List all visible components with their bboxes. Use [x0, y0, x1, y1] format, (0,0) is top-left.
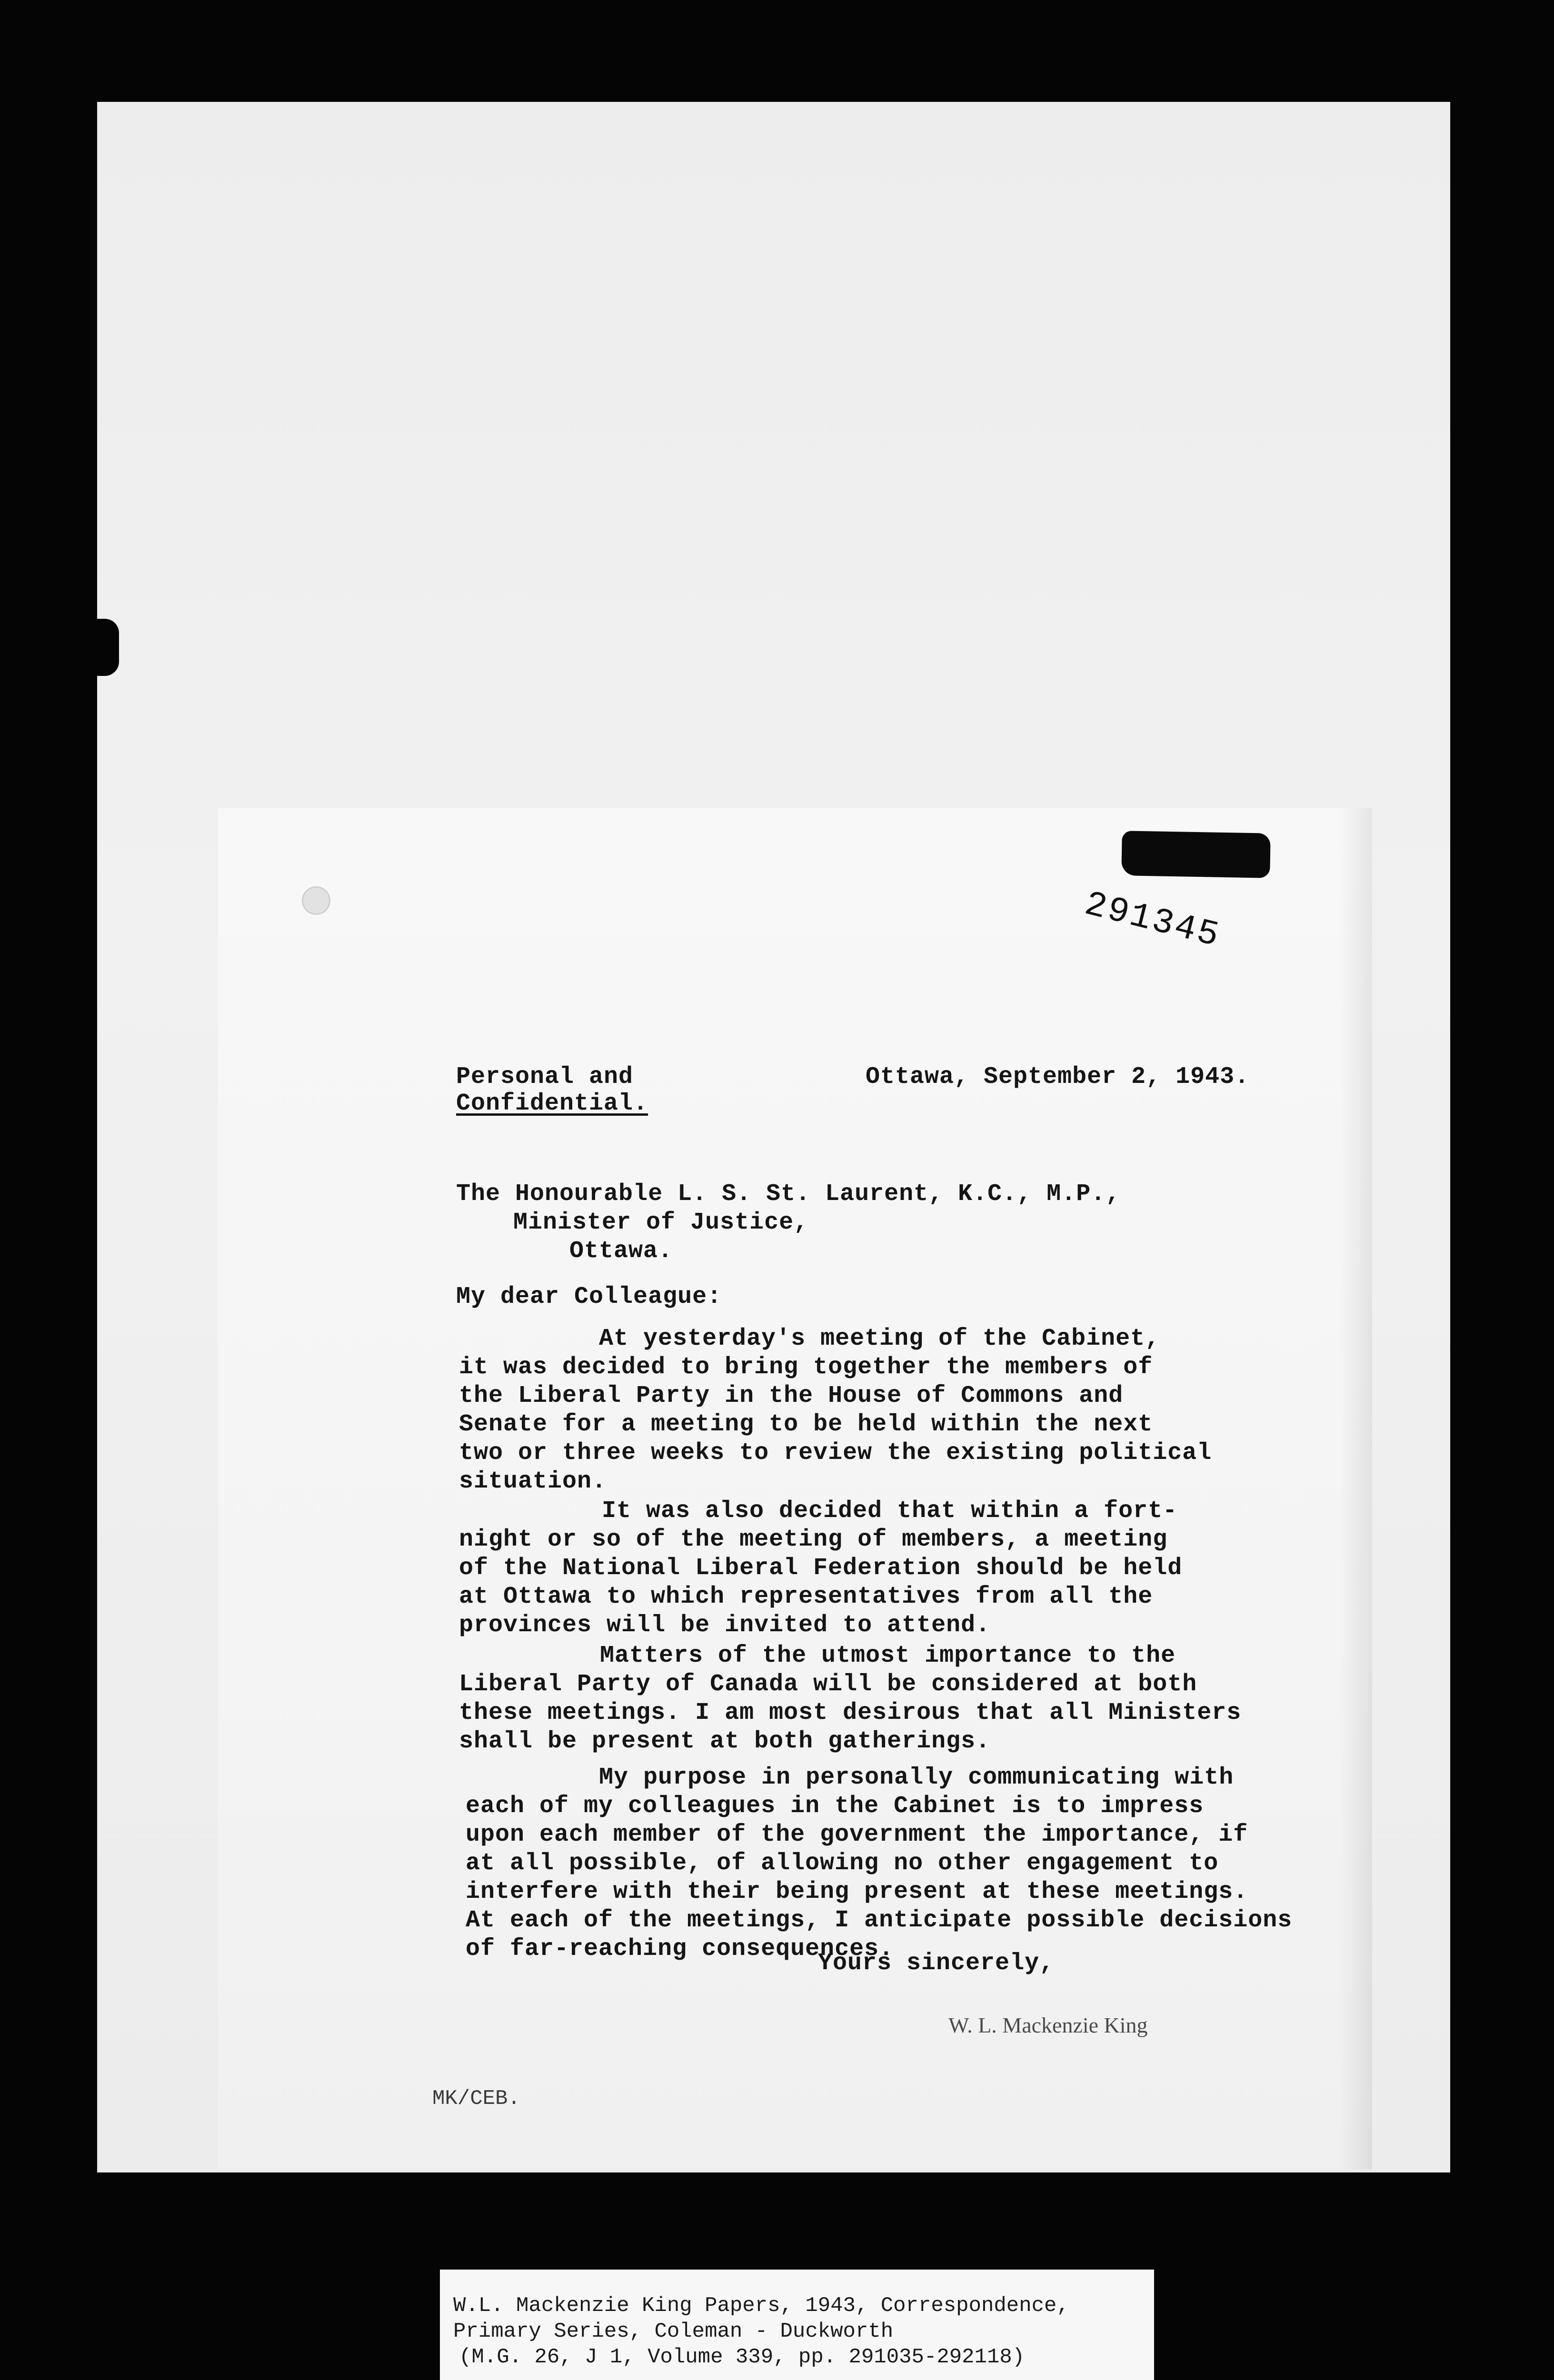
address-line-1: The Honourable L. S. St. Laurent, K.C., M.P., [456, 1180, 1121, 1208]
paragraph-1-line-3: the Liberal Party in the House of Commons and [459, 1382, 1124, 1409]
dateline: Ottawa, September 2, 1943. [866, 1063, 1250, 1091]
paragraph-2-line-5: provinces will be invited to attend. [459, 1612, 991, 1639]
address-line-3: Ottawa. [569, 1238, 673, 1265]
page-shadow [1339, 808, 1372, 2170]
reference-line-1: W.L. Mackenzie King Papers, 1943, Correspondence, [453, 2294, 1069, 2318]
paragraph-4-line-5: interfere with their being present at these meetings. [466, 1878, 1248, 1905]
paragraph-3-line-1: Matters of the utmost importance to the [600, 1642, 1176, 1669]
reference-line-2: Primary Series, Coleman - Duckworth [453, 2320, 894, 2343]
paragraph-4-line-7: of far-reaching consequences. [466, 1935, 894, 1963]
paragraph-4-line-4: at all possible, of allowing no other engagement to [466, 1850, 1219, 1877]
punch-hole [302, 886, 330, 915]
paragraph-1-line-6: situation. [459, 1468, 607, 1495]
paragraph-2-line-3: of the National Liberal Federation should be held [459, 1555, 1183, 1582]
paragraph-3-line-2: Liberal Party of Canada will be considered at both [459, 1671, 1197, 1698]
paragraph-4-line-2: each of my colleagues in the Cabinet is to impress [466, 1793, 1204, 1820]
classification-line-1: Personal and [456, 1063, 634, 1091]
closing: Yours sincerely, [818, 1950, 1055, 1977]
paragraph-3-line-3: these meetings. I am most desirous that all Ministers [459, 1699, 1242, 1726]
paragraph-4-line-3: upon each member of the government the importance, if [466, 1821, 1248, 1848]
paragraph-1-line-2: it was decided to bring together the members of [459, 1354, 1153, 1381]
torn-edge [95, 619, 119, 676]
paragraph-2-line-4: at Ottawa to which representatives from all the [459, 1583, 1153, 1610]
paragraph-2-line-2: night or so of the meeting of members, a meeting [459, 1526, 1168, 1553]
reference-label [440, 2270, 1154, 2380]
typist-initials: MK/CEB. [432, 2087, 520, 2111]
address-line-2: Minister of Justice, [513, 1209, 809, 1236]
paragraph-4-line-1: My purpose in personally communicating with [599, 1764, 1234, 1791]
paragraph-1-line-4: Senate for a meeting to be held within the next [459, 1411, 1153, 1438]
paragraph-1-line-1: At yesterday's meeting of the Cabinet, [599, 1325, 1160, 1352]
paragraph-3-line-4: shall be present at both gatherings. [459, 1728, 991, 1755]
letter-page [218, 808, 1372, 2170]
document-number-stamp: 291345 [1080, 884, 1225, 957]
classification-line-2: Confidential. [456, 1090, 648, 1117]
paragraph-1-line-5: two or three weeks to review the existing political [459, 1439, 1212, 1467]
signature: W. L. Mackenzie King [948, 2013, 1148, 2037]
redaction-mark [1121, 831, 1271, 878]
salutation: My dear Colleague: [456, 1283, 722, 1310]
reference-line-3: (M.G. 26, J 1, Volume 339, pp. 291035-292118) [459, 2345, 1025, 2369]
paragraph-4-line-6: At each of the meetings, I anticipate possible decisions [466, 1907, 1293, 1934]
paragraph-2-line-1: It was also decided that within a fort- [602, 1497, 1178, 1525]
